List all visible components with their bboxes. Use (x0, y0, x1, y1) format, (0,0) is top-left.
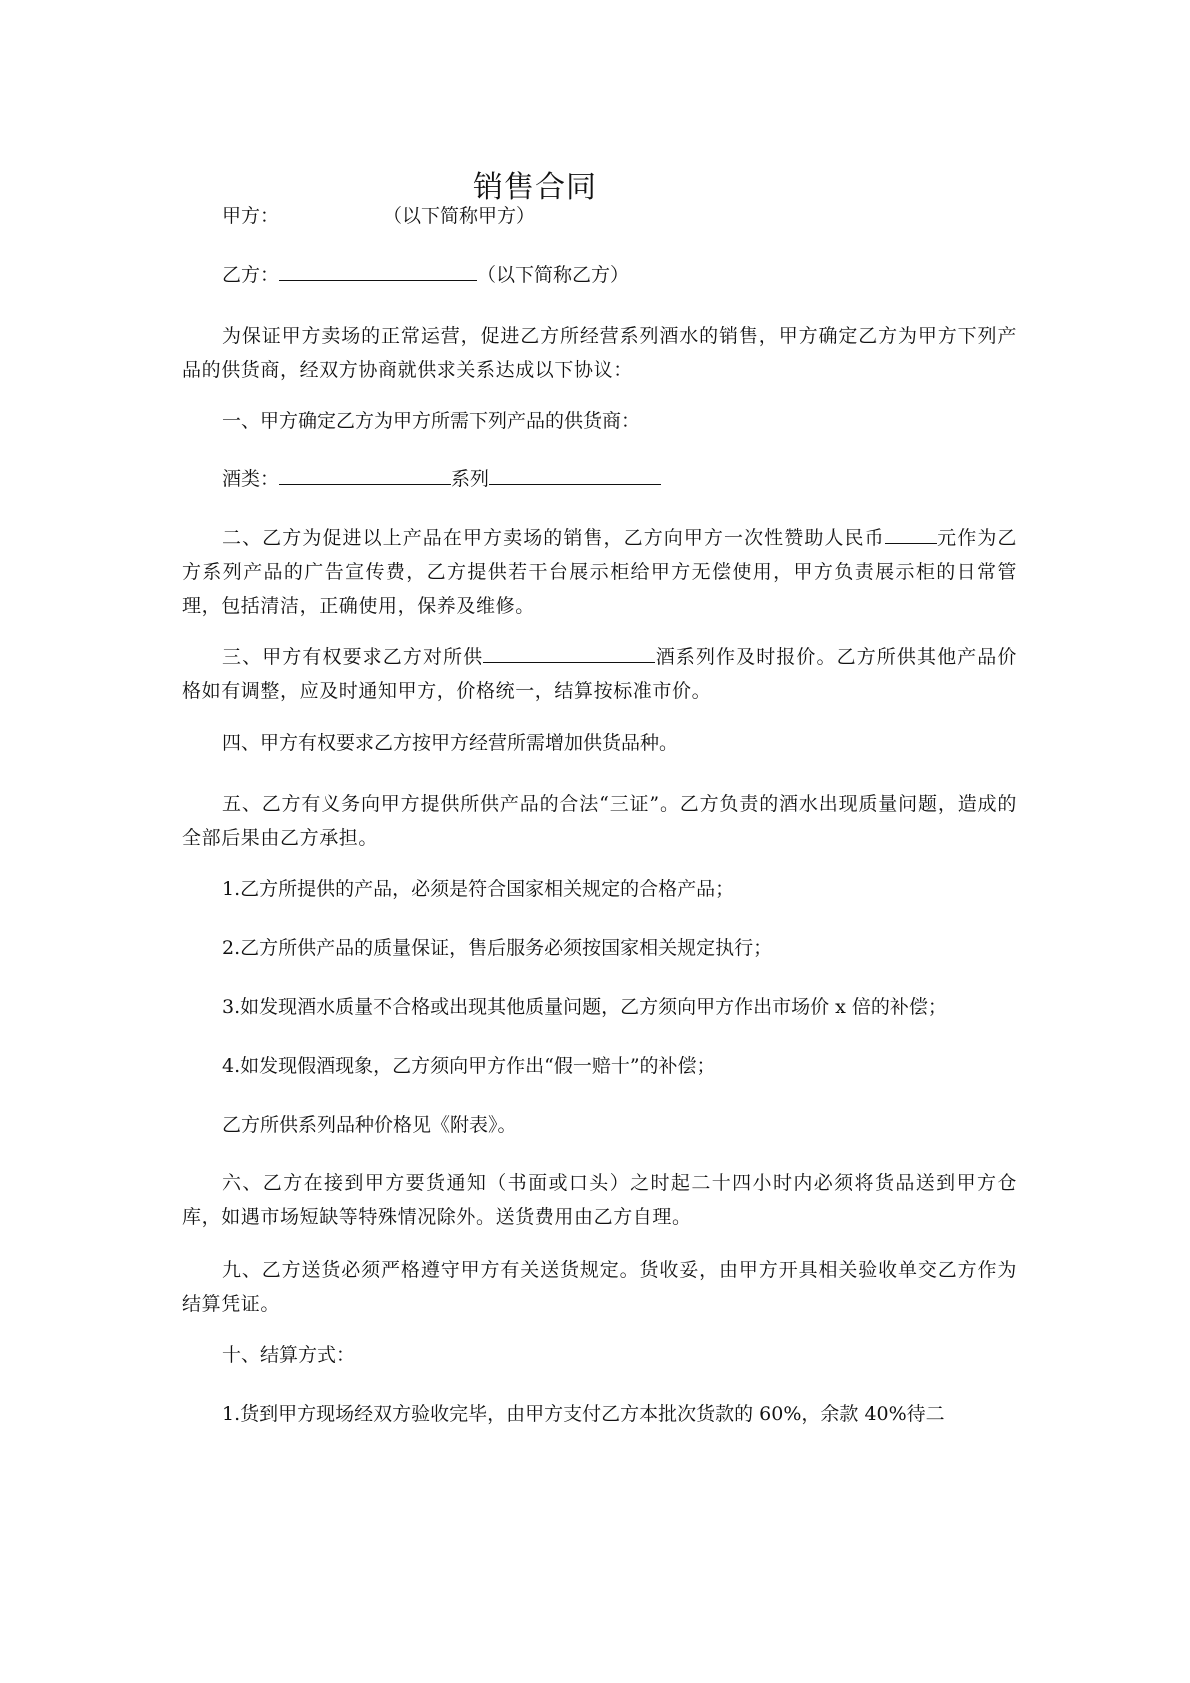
party-a-suffix: （以下简称甲方） (383, 205, 536, 227)
party-a-line (182, 199, 1057, 233)
clause-9: 九、乙方送货必须严格遵守甲方有关送货规定。货收妥，由甲方开具相关验收单交乙方作为结算凭证。 (182, 1259, 1017, 1315)
sponsorship-amount-blank (885, 521, 937, 544)
intro-paragraph: 为保证甲方卖场的正常运营，促进乙方所经营系列酒水的销售，甲方确定乙方为甲方下列产品的供货商，经双方协商就供求关系达成以下协议： (182, 325, 1017, 381)
liquor-series-label: 系列 (451, 468, 490, 490)
party-b-line (182, 258, 1057, 292)
clause-2 (182, 521, 1017, 623)
clause-2-text-before: 二、乙方为促进以上产品在甲方卖场的销售，乙方向甲方一次性赞助人民币 (222, 527, 885, 549)
document-title: 销售合同 (473, 170, 597, 205)
clause-2-text-after: 元作为乙方系列产品的广告宣传费，乙方提供若干台展示柜给甲方无偿使用，甲方负责展示柜的日常管理，包括清洁，正确使用，保养及维修。 (182, 527, 1017, 617)
party-b-suffix: （以下简称乙方） (477, 264, 630, 286)
liquor-type-blank (279, 462, 451, 485)
party-b-name-blank (279, 258, 477, 281)
clause-1: 一、甲方确定乙方为甲方所需下列产品的供货商： (222, 410, 641, 432)
clause-3 (182, 640, 1017, 708)
attachment-note: 乙方所供系列品种价格见《附表》。 (222, 1114, 517, 1136)
clause-10-item-1: 1.货到甲方现场经双方验收完毕，由甲方支付乙方本批次货款的 60%，余款 40%待二 (222, 1403, 945, 1425)
party-a-label: 甲方： (222, 205, 280, 227)
liquor-label: 酒类： (222, 468, 280, 490)
clause-5-item-1: 1.乙方所提供的产品，必须是符合国家相关规定的合格产品； (222, 878, 735, 900)
clause-10: 十、结算方式： (222, 1344, 356, 1366)
liquor-series-quote-blank (483, 640, 655, 663)
clause-5: 五、乙方有义务向甲方提供所供产品的合法“三证”。乙方负责的酒水出现质量问题，造成的全部后果由乙方承担。 (182, 793, 1017, 849)
clause-5-item-2: 2.乙方所供产品的质量保证，售后服务必须按国家相关规定执行； (222, 937, 773, 959)
liquor-line (182, 462, 1057, 496)
party-b-label: 乙方： (222, 264, 280, 286)
clause-4: 四、甲方有权要求乙方按甲方经营所需增加供货品种。 (222, 732, 679, 754)
clause-3-text-before: 三、甲方有权要求乙方对所供 (222, 646, 484, 668)
clause-3-text-after: 酒系列作及时报价。乙方所供其他产品价格如有调整，应及时通知甲方，价格统一，结算按标准市价。 (182, 646, 1017, 702)
liquor-series-blank (489, 462, 661, 485)
clause-5-item-4: 4.如发现假酒现象，乙方须向甲方作出“假一赔十”的补偿； (222, 1055, 716, 1077)
clause-5-item-3: 3.如发现酒水质量不合格或出现其他质量问题，乙方须向甲方作出市场价 x 倍的补偿； (222, 996, 947, 1018)
clause-6: 六、乙方在接到甲方要货通知（书面或口头）之时起二十四小时内必须将货品送到甲方仓库，如遇市场短缺等特殊情况除外。送货费用由乙方自理。 (182, 1172, 1017, 1228)
